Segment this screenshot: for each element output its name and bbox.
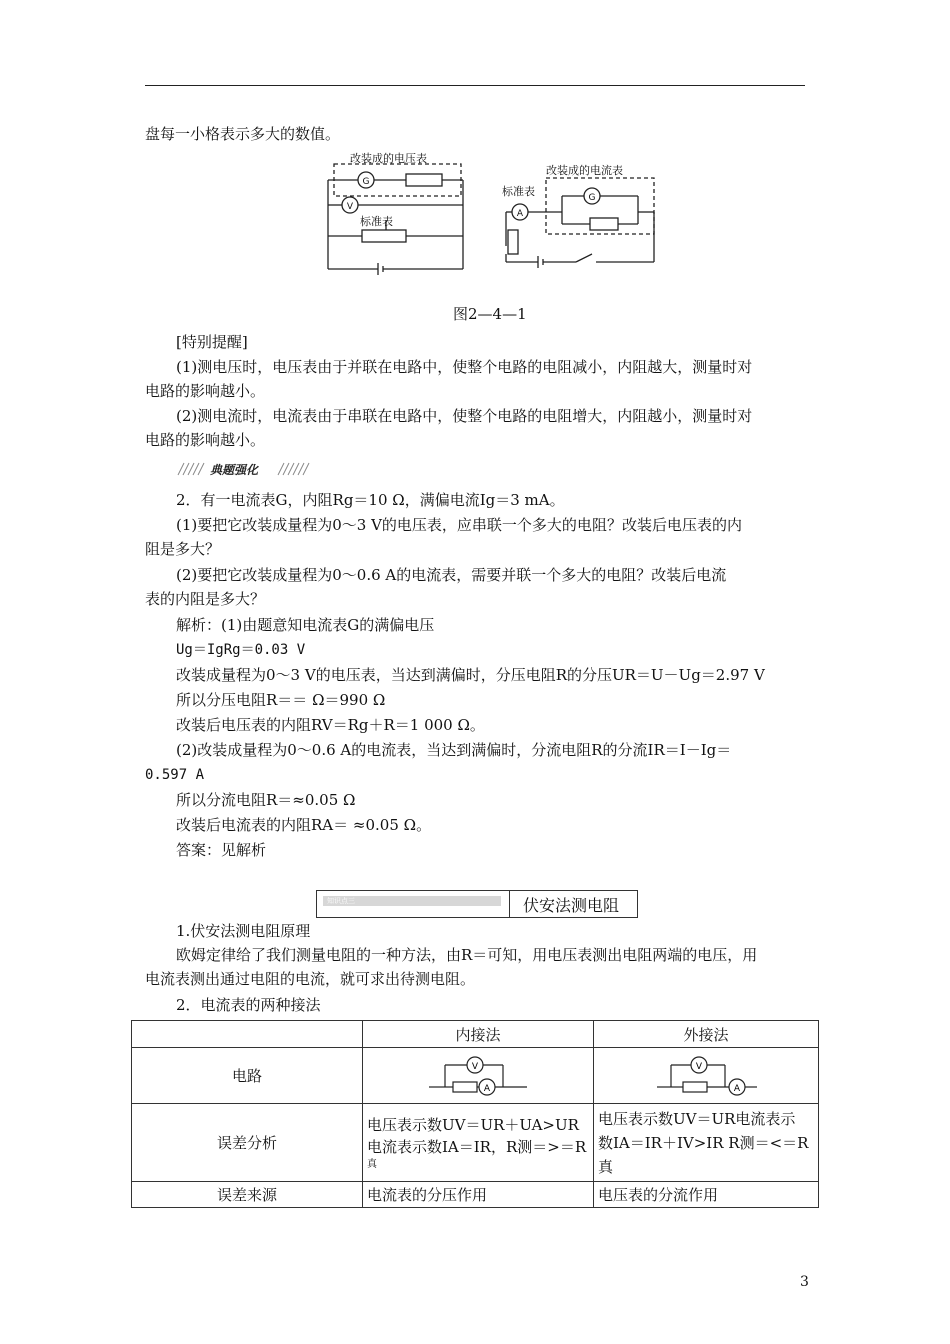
table-row-label: 电路: [132, 1048, 363, 1104]
table-header-cell: [132, 1021, 363, 1048]
question-intro: 2．有一电流表G，内阻Rg＝10 Ω，满偏电流Ig＝3 mA。: [176, 491, 565, 509]
table-header-cell: 内接法: [363, 1021, 594, 1048]
knowledge-point-tag: [316, 890, 638, 918]
text-line: (2)要把它改装成量程为0～0.6 A的电流表，需要并联一个多大的电阻？改装后电流: [176, 566, 727, 584]
solution-line: 解析：(1)由题意知电流表G的满偏电压: [176, 616, 435, 634]
circuit-figure: [320, 150, 660, 275]
solution-line: 改装后电流表的内阻RA＝ ≈0.05 Ω。: [176, 816, 432, 834]
solution-line: Ug＝IgRg＝0.03 V: [176, 642, 306, 658]
solution-line: 0.597 A: [145, 767, 205, 783]
solution-line: 改装成量程为0～3 V的电压表，当达到满偏时，分压电阻R的分压UR＝U－Ug＝2.97 V: [176, 666, 765, 684]
figure-caption: 图2—4—1: [453, 305, 527, 323]
table-row-label: 误差来源: [132, 1182, 363, 1208]
svg-text:V: V: [346, 202, 354, 212]
header-rule: [145, 85, 805, 86]
text-line: 表的内阻是多大？: [145, 590, 266, 608]
solution-line: 改装后电压表的内阻RV＝Rg＋R＝1 000 Ω。: [176, 716, 485, 734]
outer-source-cell: 电压表的分流作用: [594, 1182, 819, 1208]
table-row-label: 误差分析: [132, 1104, 363, 1182]
page-number: 3: [800, 1274, 809, 1290]
table-header-cell: 外接法: [594, 1021, 819, 1048]
text-line: 电流表测出通过电阻的电流，就可求出待测电阻。: [145, 970, 476, 988]
text-line: 电路的影响越小。: [145, 431, 266, 449]
knowledge-point-label: 知识点三: [323, 896, 501, 906]
svg-text:A: A: [733, 1083, 741, 1094]
outer-circuit-cell: [594, 1048, 819, 1104]
comparison-table: [131, 1020, 819, 1208]
inner-error-cell: 电压表示数UV＝UR＋UA>UR 电流表示数IA＝IR，R测＝>＝R 真: [363, 1104, 594, 1182]
rheostat-symbol: [362, 230, 406, 242]
svg-text:A: A: [483, 1083, 491, 1094]
text-line: (1)要把它改装成量程为0～3 V的电压表，应串联一个多大的电阻？改装后电压表的内: [176, 516, 742, 534]
text-line: 阻是多大？: [145, 540, 221, 558]
outer-circuit-diagram: [651, 1051, 761, 1097]
answer-line: 答案：见解析: [176, 841, 267, 859]
svg-text:改装成的电压表: 改装成的电压表: [350, 152, 427, 165]
svg-text:标准表: 标准表: [502, 185, 535, 198]
text-line: 1.伏安法测电阻原理: [176, 922, 311, 940]
section-band: [176, 461, 316, 477]
rheostat-symbol-2: [508, 230, 518, 254]
svg-text:标准表: 标准表: [360, 215, 393, 228]
knowledge-point-title: 伏安法测电阻: [523, 896, 620, 915]
svg-text:V: V: [471, 1061, 479, 1072]
svg-text:改装成的电流表: 改装成的电流表: [546, 164, 623, 177]
text-line: 电路的影响越小。: [145, 382, 266, 400]
outer-error-cell: 电压表示数UV＝UR电流表示 数IA＝IR＋IV>IR R测＝<＝R真: [594, 1104, 819, 1182]
inner-source-cell: 电流表的分压作用: [363, 1182, 594, 1208]
text-line: 盘每一小格表示多大的数值。: [145, 125, 341, 143]
svg-text:A: A: [516, 209, 524, 219]
svg-text:典题强化: 典题强化: [210, 463, 259, 477]
switch-symbol: [576, 254, 592, 262]
svg-text:G: G: [588, 193, 596, 203]
resistor-symbol: [406, 174, 442, 186]
svg-text:G: G: [362, 177, 370, 187]
solution-line: 所以分压电阻R＝＝ Ω＝990 Ω: [176, 691, 386, 709]
solution-line: (2)改装成量程为0～0.6 A的电流表，当达到满偏时，分流电阻R的分流IR＝I－Ig＝: [176, 741, 732, 759]
text-line: (1)测电压时，电压表由于并联在电路中，使整个电路的电阻减小，内阻越大，测量时对: [176, 358, 753, 376]
inner-circuit-cell: [363, 1048, 594, 1104]
text-line: 欧姆定律给了我们测量电阻的一种方法，由R＝可知，用电压表测出电阻两端的电压，用: [176, 946, 758, 964]
text-line: 2．电流表的两种接法: [176, 996, 321, 1014]
inner-circuit-diagram: [423, 1051, 533, 1097]
text-line: (2)测电流时，电流表由于串联在电路中，使整个电路的电阻增大，内阻越小，测量时对: [176, 407, 753, 425]
remind-title: [特别提醒]: [176, 333, 248, 351]
solution-line: 所以分流电阻R＝≈0.05 Ω: [176, 791, 356, 809]
svg-text:V: V: [695, 1061, 703, 1072]
